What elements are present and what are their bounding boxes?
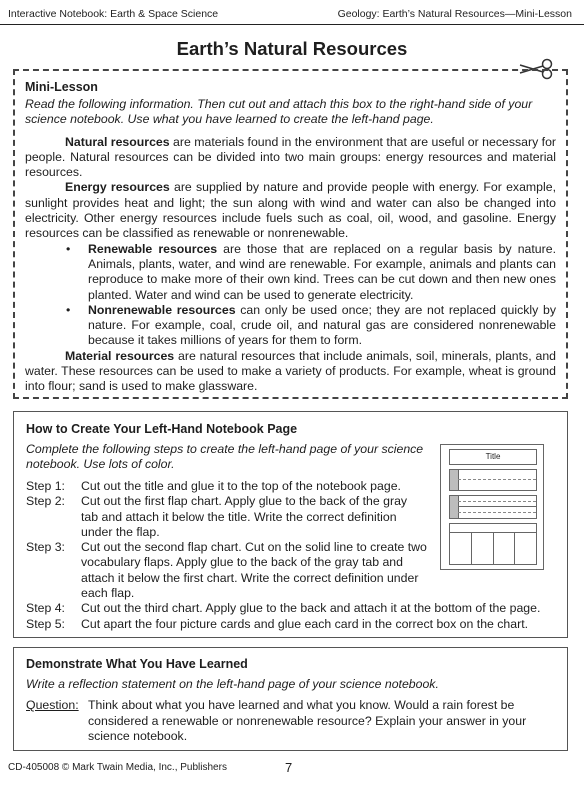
demonstrate-box xyxy=(13,647,568,751)
material-resources-term: Material resources xyxy=(65,348,175,363)
renewable-bullet: • Renewable resources are those that are replaced on a regular basis by nature. Animals, plants, water, and wind are renewable. For example, animals and plants can reproduce to make more of their own kind. Trees can be cut down and then new ones planted. Water and wind can be used to generate electricity. xyxy=(66,241,556,302)
mini-lesson-heading: Mini-Lesson xyxy=(25,80,98,94)
footer-publisher: CD-405008 © Mark Twain Media, Inc., Publishers xyxy=(8,762,227,773)
step-3: Step 3: Cut out the second flap chart. Cut on the solid line to create two vocabulary flaps. Apply glue to the back of the gray tab and attach it below the first chart. Write the correct definition under each flap. xyxy=(26,540,427,601)
natural-resources-term: Natural resources xyxy=(65,134,170,149)
nonrenewable-bullet: • Nonrenewable resources can only be used once; they are not replaced quickly by nature. For example, coal, crude oil, and natural gas are considered nonrenewable because it takes millions of years for them to form. xyxy=(66,302,556,348)
how-to-box xyxy=(13,411,568,638)
energy-resources-term: Energy resources xyxy=(65,180,170,195)
question-label: Question: xyxy=(26,698,79,713)
demonstrate-instructions: Write a reflection statement on the left-hand page of your science notebook. xyxy=(26,677,439,691)
reflection-question xyxy=(26,698,555,744)
renewable-term: Renewable resources xyxy=(88,241,218,256)
how-to-heading: How to Create Your Left-Hand Notebook Page xyxy=(26,422,298,436)
bullet-icon: • xyxy=(66,302,71,317)
bullet-icon: • xyxy=(66,241,71,256)
page-title: Earth’s Natural Resources xyxy=(176,38,408,59)
material-resources-paragraph: Material resources are natural resources that include animals, soil, minerals, plants, and water. These resources can be used to make a variety of products. For example, wheat is ground into flour; sand is used to make glassware. xyxy=(25,348,556,394)
header-right: Geology: Earth’s Natural Resources—Mini-Lesson xyxy=(337,8,572,20)
step-2: Step 2: Cut out the first flap chart. Apply glue to the back of the gray tab and attach it below the title. Write the correct definition under the flap. xyxy=(26,494,408,539)
step-5: Step 5: Cut apart the four picture cards and glue each card in the correct box on the chart. xyxy=(26,616,529,631)
header-left: Interactive Notebook: Earth & Space Science xyxy=(8,8,219,20)
diagram-title-box: Title xyxy=(449,449,537,465)
mini-lesson-instructions: Read the following information. Then cut out and attach this box to the right-hand side of your science notebook. Use what you have learned to create the left-hand page. xyxy=(25,97,533,127)
nonrenewable-term: Nonrenewable resources xyxy=(88,302,236,317)
mini-lesson-box xyxy=(13,69,568,399)
header-rule xyxy=(0,24,584,25)
demonstrate-heading: Demonstrate What You Have Learned xyxy=(26,657,248,671)
how-to-instructions: Complete the following steps to create the left-hand page of your science notebook. Use lots of color. xyxy=(26,442,424,472)
energy-resources-paragraph: Energy resources are supplied by nature and provide people with energy. For example, sunlight provides heat and light; the sun along with wind and water can also be changed into electricity. Other energy resources include fuels such as coal, oil, wood, and gasoline. Energy resources can be classified as renewable or nonrenewable. xyxy=(25,180,556,241)
natural-resources-paragraph: Natural resources are materials found in the environment that are useful or necessary for people. Natural resources can be divided into two main groups: energy resources and material resources. xyxy=(25,134,556,180)
step-1: Step 1: Cut out the title and glue it to the top of the notebook page. xyxy=(26,479,401,493)
page-number: 7 xyxy=(285,760,293,775)
question-text: Think about what you have learned and what you know. Would a rain forest be considered a renewable or nonrenewable resource? Explain your answer in your science notebook. xyxy=(88,698,527,743)
step-4: Step 4: Cut out the third chart. Apply glue to the back and attach it at the bottom of the page. xyxy=(26,601,541,616)
